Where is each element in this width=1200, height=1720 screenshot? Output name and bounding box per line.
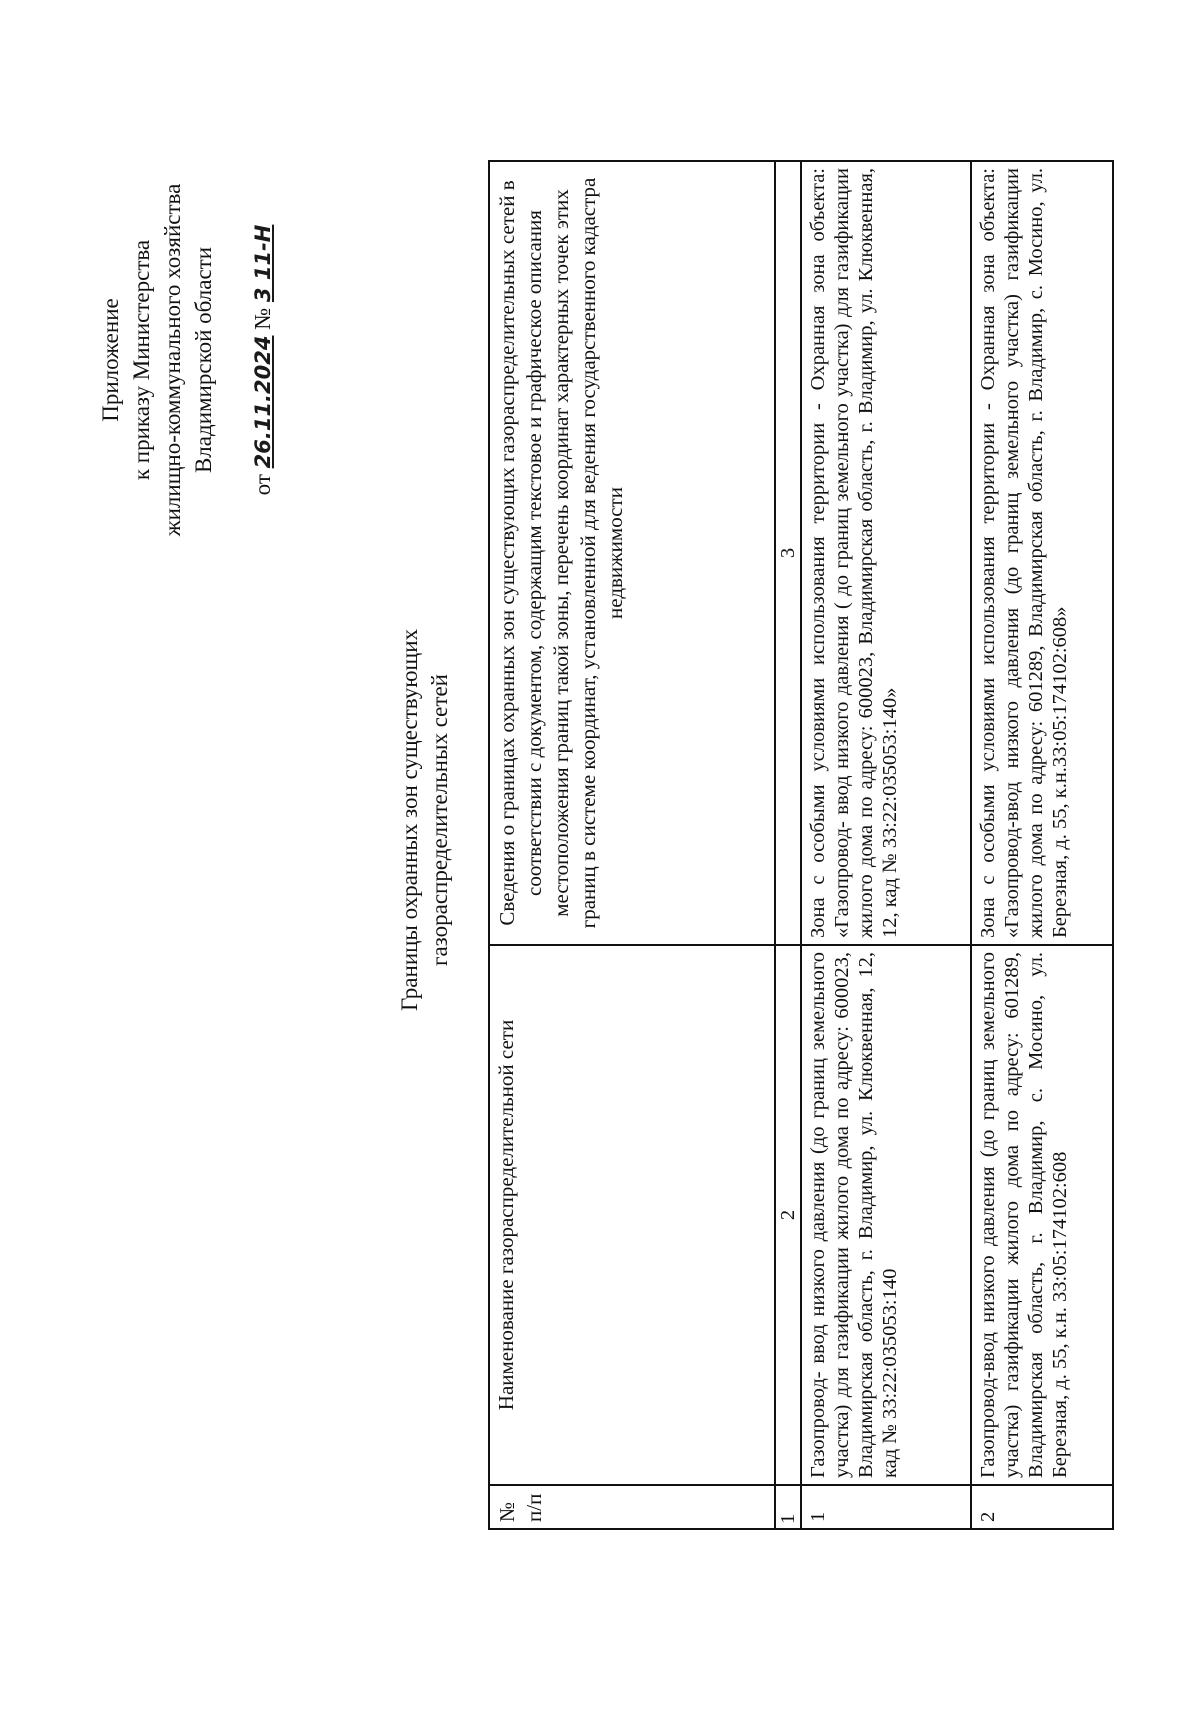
column-number-3: 3 [775, 161, 801, 945]
network-name-cell: Газопровод-ввод низкого давления (до границ земельного участка) газификации жилого дома по адресу: 601289, Владимирская область, г. Владимир, с. Мосино, ул. Березная, д. 55, к.н. 33:05:174102:608 [971, 945, 1113, 1485]
appendix-header [95, 130, 279, 590]
row-number: 1 [801, 1485, 971, 1529]
zone-info-cell: Зона с особыми условиями использования территории - Охранная зона объекта: «Газопровод-ввод низкого давления (до границ земельного участка) газификации жилого дома по адресу: 601289, Владимирская область, г. Владимир, с. Мосино, ул. Березная, д. 55, к.н.33:05:174102:608» [971, 161, 1113, 945]
table-row [801, 161, 971, 1529]
date-prefix: от [250, 474, 275, 496]
column-number-row [775, 161, 801, 1529]
header-number: № п/п [489, 1485, 775, 1529]
appendix-region-line: Владимирской области [191, 246, 216, 474]
appendix-ministry-line: жилищно-коммунального хозяйства [160, 183, 185, 537]
handwritten-date: 26.11.2024 [251, 335, 275, 469]
title-line-2: газораспределительных сетей [427, 674, 452, 966]
table-header-row [489, 161, 775, 1529]
title-line-1: Границы охранных зон существующих [397, 628, 422, 1012]
network-name-cell: Газопровод- ввод низкого давления (до границ земельного участка) для газификации жилого дома по адресу: 600023, Владимирская область, г. Владимир, ул. Клюквенная, 12, кад № 33:22:035053:140 [801, 945, 971, 1485]
appendix-date-line [247, 130, 279, 590]
zone-info-cell: Зона с особыми условиями использования территории - Охранная зона объекта: «Газопровод- ввод низкого давления ( до границ земельного участка) для газификации жилого дома по адресу: 600023, Владимирская область, г. Владимир, ул. Клюквенная, 12, кад № 33:22:035053:140» [801, 161, 971, 945]
handwritten-number: 3 11-Н [251, 224, 275, 303]
protection-zones-table [488, 160, 1114, 1530]
column-number-1: 1 [775, 1485, 801, 1529]
appendix-order-line: к приказу Министерства [129, 239, 154, 481]
header-network-name: Наименование газораспределительной сети [489, 945, 775, 1485]
column-number-2: 2 [775, 945, 801, 1485]
appendix-title: Приложение [98, 298, 123, 422]
table-row [971, 161, 1113, 1529]
header-zone-info: Сведения о границах охранных зон существующих газораспределительных сетей в соответствии с документом, содержащим текстовое и графическое описания местоположения границ такой зоны, перечень координат характерных точек этих границ в системе координат, установленной для ведения государственного кадастра недвижимости [489, 161, 775, 945]
row-number: 2 [971, 1485, 1113, 1529]
document-title [395, 540, 455, 1100]
number-label: № [250, 307, 275, 330]
